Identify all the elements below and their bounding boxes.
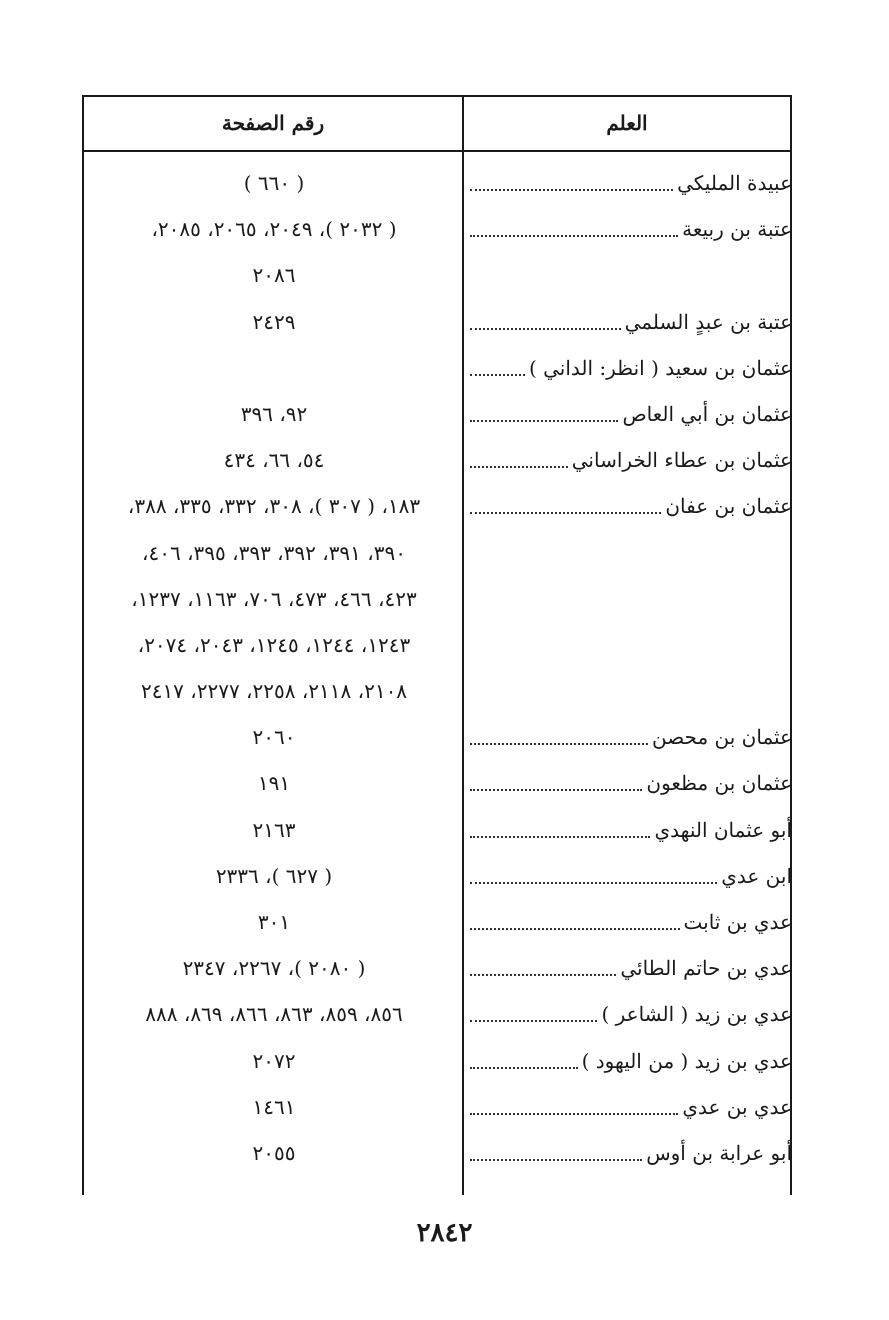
table-row [84,899,790,945]
name-cell [470,576,792,622]
table-row [84,991,790,1037]
page-references: ٩٢، ٣٩٦ [240,401,308,426]
page-references: ٥٤، ٦٦، ٤٣٤ [223,448,325,473]
page-references: ١٢٤٣، ١٢٤٤، ١٢٤٥، ٢٠٤٣، ٢٠٧٤، [137,632,411,657]
name-cell [470,530,792,576]
dot-leader [470,974,616,976]
name-cell [470,807,792,853]
dot-leader [470,1159,642,1161]
name-cell [470,391,792,437]
name-cell [470,345,792,391]
page-references: ٨٥٦، ٨٥٩، ٨٦٣، ٨٦٦، ٨٦٩، ٨٨٨ [145,1002,403,1027]
table-row [84,252,790,298]
table-row [84,483,790,529]
table-row [84,714,790,760]
page-references: ٣٠١ [257,910,291,934]
table-row [84,437,790,483]
dot-leader [470,789,642,791]
page-references: ٢٠٧٢ [252,1048,296,1073]
dot-leader [470,836,650,838]
page-references: ١٩١ [257,771,291,796]
page-references: ٢٠٥٥ [252,1140,296,1165]
page-references: ٢١٠٨، ٢١١٨، ٢٢٥٨، ٢٢٧٧، ٢٤١٧ [140,679,408,704]
dot-leader [470,1020,597,1022]
index-table [82,95,792,1195]
person-name: عدي بن ثابت [683,910,792,934]
table-row [84,530,790,576]
dot-leader [470,189,673,191]
page-references [98,345,450,391]
page-references: ( ٢٠٣٢ )، ٢٠٤٩، ٢٠٦٥، ٢٠٨٥، [151,217,397,242]
name-cell [470,760,792,806]
person-name: عبيدة المليكي [677,171,792,195]
person-name: أبو عرابة بن أوس [646,1140,792,1165]
table-row [84,206,790,252]
name-cell [470,483,792,529]
person-name: عدي بن زيد ( من اليهود ) [581,1048,792,1073]
header-pages-column: رقم الصفحة [221,111,325,135]
page-references: ٢١٦٣ [252,817,296,842]
page-references: ٢٠٨٦ [252,263,296,288]
dot-leader [470,928,680,930]
dot-leader [470,328,621,330]
person-name: عثمان بن عفان [665,494,792,519]
table-row [84,1084,790,1130]
page-references: ٢٤٢٩ [252,309,296,334]
table-header [84,97,790,152]
person-name: عتبة بن عبدٍ السلمي [624,309,792,334]
table-row [84,345,790,391]
dot-leader [470,743,648,745]
person-name: عثمان بن أبي العاص [622,401,792,426]
table-row [84,853,790,899]
person-name: عثمان بن مظعون [646,771,792,796]
table-row [84,622,790,668]
name-cell [470,206,792,252]
name-cell [470,945,792,991]
table-row [84,391,790,437]
table-row [84,945,790,991]
table-row [84,760,790,806]
person-name: أبو عثمان النهدي [654,817,792,842]
person-name: ابن عدي [721,863,792,888]
table-row [84,1038,790,1084]
page-references: ( ٢٠٨٠ )، ٢٢٦٧، ٢٣٤٧ [182,956,366,981]
page-references: ٤٢٣، ٤٦٦، ٤٧٣، ٧٠٦، ١١٦٣، ١٢٣٧، [131,586,417,611]
dot-leader [470,1067,578,1069]
page-references: ٣٩٠، ٣٩١، ٣٩٢، ٣٩٣، ٣٩٥، ٤٠٦، [142,540,406,565]
name-cell [470,622,792,668]
page-number: ٢٨٤٢ [416,1218,473,1248]
table-row [84,160,790,206]
page-references: ١٤٦١ [252,1094,296,1119]
person-name: عثمان بن سعيد ( انظر: الداني ) [528,355,792,380]
person-name: عتبة بن ربيعة [682,217,792,242]
table-row [84,807,790,853]
table-row [84,299,790,345]
name-cell [470,991,792,1037]
header-name-column: العلم [606,111,648,135]
name-cell [470,160,792,206]
name-cell [470,1130,792,1176]
dot-leader [470,1113,678,1115]
name-cell [470,668,792,714]
name-cell [470,714,792,760]
person-name: عدي بن عدي [682,1094,792,1119]
page-references: ( ٦٦٠ ) [243,171,305,195]
dot-leader [470,420,618,422]
name-cell [470,853,792,899]
page-references: ٢٠٦٠ [252,725,296,750]
dot-leader [470,512,661,514]
person-name: عثمان بن محصن [651,725,792,750]
dot-leader [470,374,525,376]
person-name: عدي بن زيد ( الشاعر ) [601,1002,792,1027]
person-name: عثمان بن عطاء الخراساني [571,448,792,473]
table-body [84,160,790,1176]
name-cell [470,1084,792,1130]
name-cell [470,899,792,945]
name-cell [470,252,792,298]
table-row [84,1130,790,1176]
table-row [84,668,790,714]
dot-leader [470,235,678,237]
dot-leader [470,466,568,468]
name-cell [470,299,792,345]
page-references: ( ٦٢٧ )، ٢٣٣٦ [215,863,333,888]
dot-leader [470,882,717,884]
person-name: عدي بن حاتم الطائي [620,956,792,981]
page-references: ١٨٣، ( ٣٠٧ )، ٣٠٨، ٣٣٢، ٣٣٥، ٣٨٨، [127,494,421,519]
name-cell [470,437,792,483]
name-cell [470,1038,792,1084]
table-row [84,576,790,622]
